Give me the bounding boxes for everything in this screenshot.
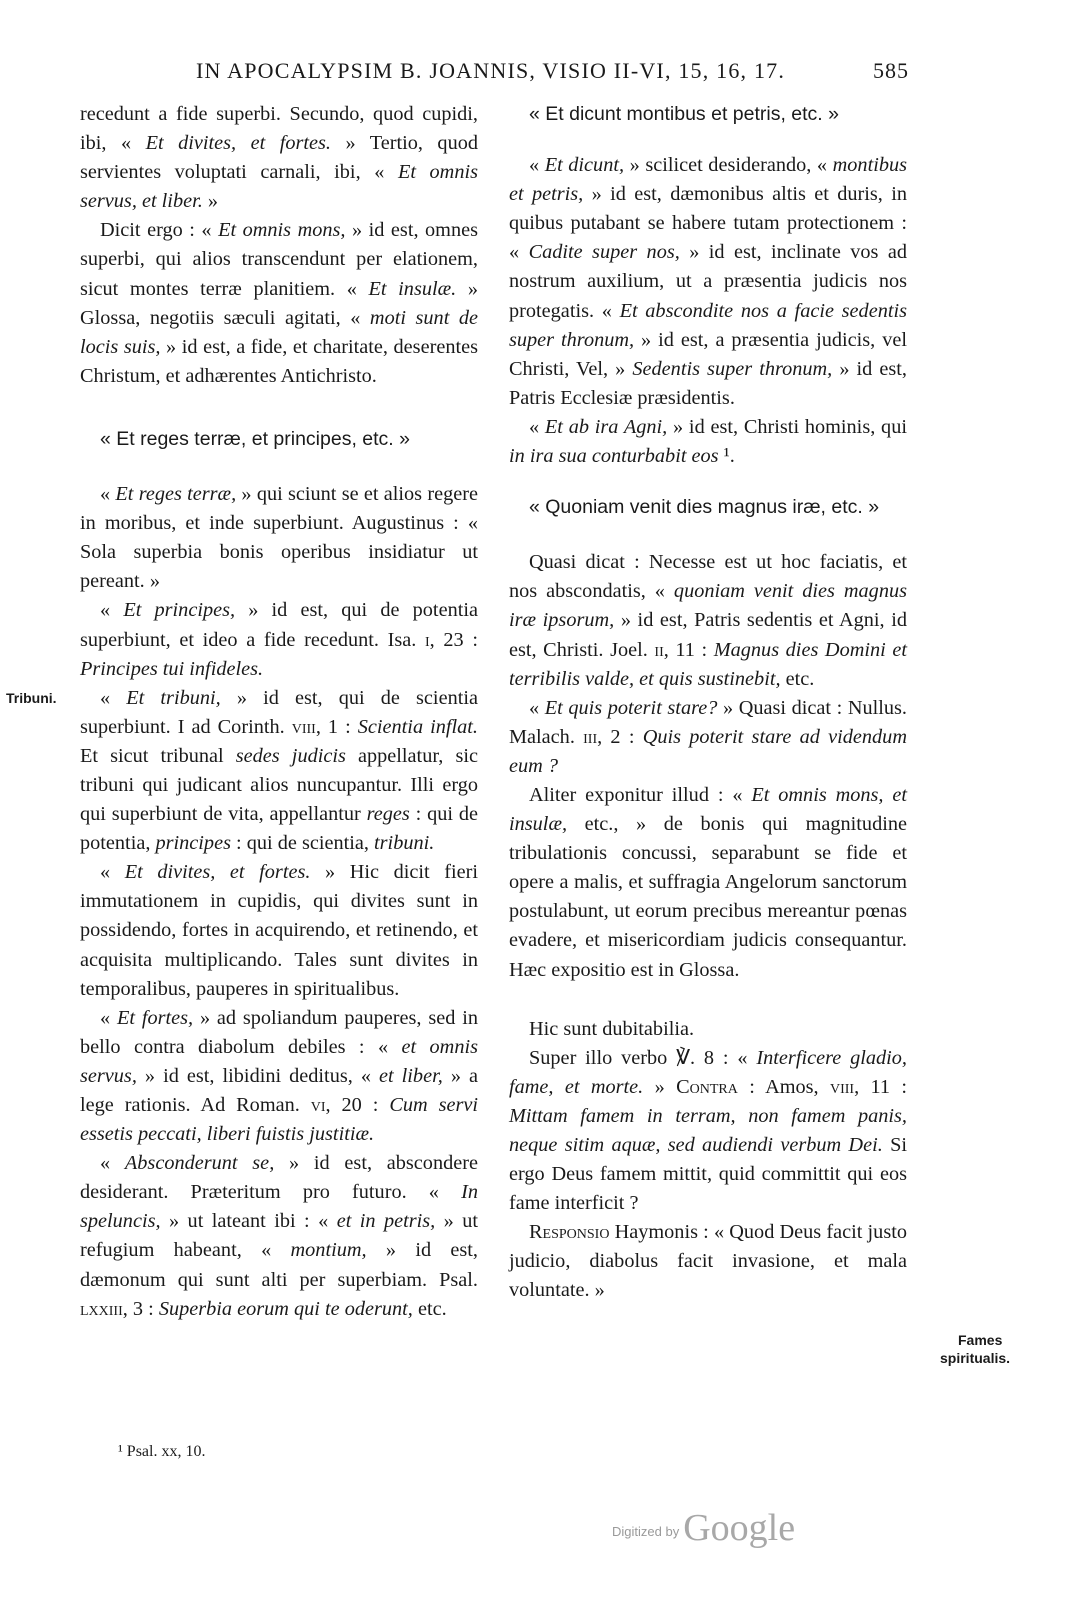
text-run: » id est, a fide, et charitate, deserentes Christum, et adhærentes Antichristo. — [80, 335, 479, 387]
paragraph — [80, 596, 478, 683]
text-run: etc. — [780, 667, 815, 690]
margin-note-tribuni: Tribuni. — [6, 690, 57, 706]
text-run: » ut refugium habeant, « — [80, 1210, 478, 1262]
italic-run: moti sunt de locis suis, — [80, 306, 479, 358]
text-run: , 11 : — [663, 638, 714, 661]
italic-run: Cum servi essetis peccati, liberi fuistis justitiæ. — [80, 1094, 478, 1146]
text-run: » id est, Patris sedentis et Agni, id est, Christi. Joel. — [509, 609, 907, 661]
text-run: etc. — [412, 1297, 447, 1320]
text-run: » ut lateant ibi : « — [160, 1210, 337, 1233]
text-run: » id est, Christi hominis, qui — [667, 415, 907, 438]
text-run: » ad spoliandum pauperes, sed in bello contra diabolum debiles : « — [80, 1006, 478, 1058]
italic-run: Et omnis servus, et liber. — [80, 161, 478, 213]
text-run: ii — [654, 638, 664, 661]
italic-run: Et reges terræ, — [115, 483, 237, 506]
text-run: » Quasi dicat : Nullus. Malach. — [509, 696, 907, 748]
text-run: » a lege rationis. Ad Roman. — [80, 1064, 478, 1116]
text-run: » id est, dæmonum qui sunt alti per superbiam. Psal. — [80, 1239, 478, 1291]
paragraph — [509, 413, 907, 471]
paragraph — [509, 781, 907, 985]
text-run: » scilicet desiderando, « — [624, 154, 833, 177]
text-run: Aliter exponitur illud : « — [529, 783, 752, 806]
text-run: « — [529, 415, 545, 438]
text-run: » id est, omnes superbi, qui alios transcendunt per elationem, sicut montes terræ planitiem. « — [80, 219, 478, 300]
italic-run: et omnis servus, — [80, 1035, 478, 1087]
italic-run: montium, — [290, 1239, 367, 1262]
text-run: : qui de potentia, — [80, 803, 478, 855]
italic-run: quoniam venit dies magnus iræ ipsorum, — [509, 580, 907, 632]
text-run: « — [100, 483, 116, 506]
italic-run: Et insulæ. — [368, 277, 457, 300]
watermark-logo-text: Google — [683, 1507, 796, 1549]
italic-run: sedes judicis — [235, 744, 346, 767]
italic-run: in ira sua conturbabit eos — [509, 445, 719, 468]
text-run: » Hic dicit fieri immutationem in cupidis, qui divites sunt in possidendo, fortes in acquirendo, et retinendo, et acquisita multiplicando. Tales sunt divites in temporalibus, pauperes in spiritualibus. — [80, 861, 478, 1000]
paragraph — [80, 480, 478, 596]
text-run: Haymonis : « Quod Deus facit justo judicio, diabolus facit invasione, et mala voluntate. » — [509, 1221, 907, 1302]
text-run: « — [529, 154, 545, 177]
text-run: » id est, a præsentia judicis, vel Christi, Vel, » — [509, 328, 907, 380]
text-run: , 20 : — [325, 1094, 390, 1116]
italic-run: Principes tui infideles. — [80, 657, 264, 680]
margin-note-fames: Fames — [958, 1332, 1003, 1348]
text-run: , 1 : — [315, 715, 358, 738]
italic-run: Et omnis mons, et insulæ, — [509, 783, 907, 836]
italic-run: et in petris, — [336, 1210, 436, 1233]
margin-note-spiritualis: spiritualis. — [940, 1350, 1011, 1366]
italic-run: Quis poterit stare ad videndum eum ? — [509, 725, 907, 777]
italic-run: In speluncis, — [80, 1181, 478, 1233]
footnote: ¹ Psal. xx, 10. — [118, 1443, 206, 1460]
paragraph — [509, 548, 907, 693]
watermark-small-text: Digitized by — [612, 1524, 680, 1539]
verse-heading: « Et dicunt montibus et petris, etc. » — [529, 103, 839, 125]
text-run: « — [100, 861, 125, 884]
italic-run: Magnus dies Domini et terribilis valde, et quis sustinebit, — [509, 638, 907, 690]
text-run: » id est, dæmonibus altis et duris, in quibus putabant se habere tutam protectionem : « — [509, 183, 907, 264]
italic-run: Et divites, et fortes. — [145, 132, 331, 155]
text-run: » — [643, 1075, 677, 1098]
italic-run: principes — [155, 832, 231, 855]
text-run: , 2 : — [597, 725, 643, 748]
italic-run: Cadite super nos, — [528, 241, 680, 264]
digitization-watermark — [612, 1506, 795, 1550]
text-run: : Amos, — [737, 1075, 830, 1098]
text-run: vi — [310, 1094, 326, 1116]
paragraph — [80, 100, 478, 216]
text-run: Responsio — [529, 1221, 610, 1244]
italic-run: Et abscondite nos a facie sedentis super thronum, — [509, 299, 908, 351]
paragraph — [80, 1149, 478, 1324]
text-run: lxxiii — [80, 1297, 123, 1320]
italic-run: Absconderunt se, — [124, 1152, 275, 1175]
italic-run: Mittam famem in terram, non famem panis, neque sitim aquæ, sed audiendi verbum Dei. — [509, 1104, 907, 1156]
text-run: Dicit ergo : « — [100, 219, 219, 242]
running-title: IN APOCALYPSIM B. JOANNIS, VISIO II-VI, 15, 16, 17. — [196, 58, 786, 83]
italic-run: Et divites, et fortes. — [124, 861, 311, 884]
paragraph — [80, 1004, 478, 1149]
paragraph — [80, 684, 478, 859]
text-run: » — [202, 190, 219, 213]
text-run: Super illo verbo ℣. 8 : « — [529, 1046, 757, 1069]
text-run: , 3 : — [122, 1297, 159, 1320]
italic-run: Et ab ira Agni, — [544, 415, 668, 438]
text-run: « — [100, 686, 127, 709]
text-run: appellatur, sic tribuni qui judicant alios nuncupantur. Illi ergo qui superbiunt de vita, appellantur — [80, 744, 478, 826]
italic-run: Et tribuni, — [126, 686, 221, 709]
italic-run: tribuni. — [374, 832, 435, 855]
italic-run: Et fortes, — [116, 1006, 194, 1029]
italic-run: Scientia inflat. — [357, 715, 478, 738]
text-run: » id est, qui de scientia superbiunt. I ad Corinth. — [80, 686, 478, 738]
italic-run: montibus et petris, — [509, 154, 908, 206]
page-number: 585 — [873, 58, 909, 83]
paragraph — [509, 694, 907, 781]
italic-run: Et principes, — [123, 599, 236, 622]
text-run: « — [100, 1006, 117, 1029]
text-run: , 11 : — [854, 1075, 908, 1098]
text-run: » id est, qui de potentia superbiunt, et ideo a fide recedunt. Isa. — [80, 599, 478, 651]
text-run: » id est, libidini deditus, « — [136, 1064, 379, 1087]
text-run: « — [100, 1152, 125, 1175]
text-run: » id est, inclinate vos ad nostrum auxilium, ut a præsentia judicis nos protegatis. « — [509, 241, 907, 322]
text-run: viii — [829, 1075, 855, 1098]
text-run: « — [529, 696, 545, 719]
text-run: ¹. — [718, 445, 735, 468]
section-title: Hic sunt dubitabilia. — [529, 1017, 695, 1040]
italic-run: Sedentis super thronum, — [632, 357, 833, 380]
text-run: » Tertio, quod servientes voluptati carnali, ibi, « — [80, 132, 478, 184]
italic-run: Superbia eorum qui te oderunt, — [158, 1297, 413, 1320]
italic-run: Interficere gladio, fame, et morte. — [509, 1046, 907, 1098]
text-run: etc., » de bonis qui magnitudine tribulationis concussi, separabunt se fide et opere a malis, et suffragia Angelorum sanctorum postulabunt, ut eorum precibus mereantur pœnas evadere, et misericordiam judicis consequantur. Hæc expositio est in Glossa. — [509, 813, 907, 981]
text-run: Quasi dicat : Necesse est ut hoc faciatis, et nos abscondatis, « — [509, 551, 907, 603]
text-run: » id est, abscondere desiderant. Præteritum pro futuro. « — [80, 1152, 478, 1204]
italic-run: Et omnis mons, — [218, 219, 346, 242]
paragraph — [509, 151, 907, 413]
text-run: i — [425, 628, 430, 651]
paragraph — [80, 216, 478, 391]
text-run: viii — [291, 715, 316, 738]
italic-run: Et dicunt, — [544, 154, 625, 177]
text-run: Si ergo Deus famem mittit, quid committit qui eos fame interficit ? — [509, 1134, 907, 1215]
right-column — [509, 100, 907, 1306]
italic-run: et liber, — [379, 1064, 443, 1087]
text-run: Contra — [676, 1075, 738, 1098]
text-run: « — [100, 599, 124, 622]
text-run: , 23 : — [429, 628, 478, 651]
verse-heading: « Et reges terræ, et principes, etc. » — [100, 427, 410, 450]
italic-run: Et quis poterit stare? — [544, 696, 718, 719]
text-run: » qui sciunt se et alios regere in moribus, et inde superbiunt. Augustinus : « Sola superbia bonis operibus insidiatur ut pereant. » — [80, 483, 478, 593]
italic-run: reges — [366, 803, 410, 826]
text-run: iii — [583, 725, 598, 748]
left-column — [80, 100, 478, 1324]
paragraph — [509, 1218, 907, 1305]
verse-heading: « Quoniam venit dies magnus iræ, etc. » — [529, 496, 880, 519]
text-run: » Glossa, negotiis sæculi agitati, « — [80, 277, 478, 329]
paragraph — [509, 1044, 907, 1219]
running-header — [0, 58, 1068, 88]
text-run: Et sicut tribunal — [80, 744, 236, 767]
paragraph — [80, 858, 478, 1003]
text-run: : qui de scientia, — [230, 832, 375, 855]
text-run: » id est, Patris Ecclesiæ præsidentis. — [509, 357, 907, 409]
text-run: recedunt a fide superbi. Secundo, quod cupidi, ibi, « — [80, 103, 478, 155]
